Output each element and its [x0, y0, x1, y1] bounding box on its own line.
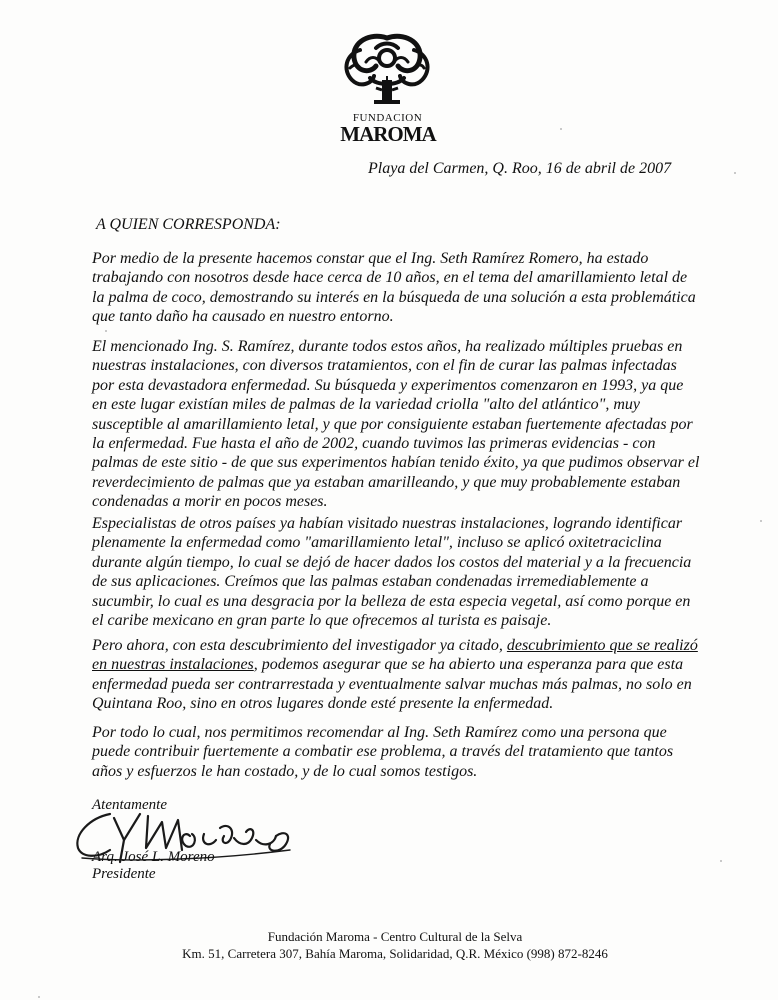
- paragraph-2: El mencionado Ing. S. Ramírez, durante todos estos años, ha realizado múltiples pruebas en nuestras instalaciones, con diversos tratamientos, con el fin de curar las palmas infectadas por esta devastadora enfermedad. Su búsqueda y experimentos comenzaron en 1993, ya que en este lugar existían miles de palmas de la variedad criolla "alto del atlántico", muy susceptible al amarillamiento letal, y que por consiguiente estaban fuertemente afectadas por la enfermedad. Fue hasta el año de 2002, cuando tuvimos las primeras evidencias - con palmas de este sitio - de que sus experimentos habían tenido éxito, ya que pudimos observar el reverdecimiento de palmas que ya estaban amarilleando, y que muy probablemente estaban condenadas a morir en pocos meses.: [92, 338, 700, 511]
- salutation: A QUIEN CORRESPONDA:: [96, 216, 281, 233]
- closing: Atentamente: [92, 797, 167, 813]
- scan-speck: [105, 330, 107, 332]
- paragraph-4-end: , podemos asegurar que se ha abierto una esperanza para que esta enfermedad pueda ser contrarrestada y eventualmente salvar muchas más palmas, no solo en Quintana Roo, sino en otros lugares donde esté presente la enfermedad.: [92, 656, 692, 713]
- paragraph-1: Por medio de la presente hacemos constar que el Ing. Seth Ramírez Romero, ha estado trabajando con nosotros desde hace cerca de 10 años, en el tema del amarillamiento letal de la palma de coco, demostrando su interés en la búsqueda de una solución a esta problemática que tanto daño ha causado en nuestro entorno.: [92, 250, 696, 326]
- scan-speck: [734, 172, 736, 174]
- scan-speck: [720, 860, 722, 862]
- scan-speck: [760, 520, 762, 522]
- paragraph-3: Especialistas de otros países ya habían visitado nuestras instalaciones, logrando identificar plenamente la enfermedad como "amarillamiento letal", incluso se aplicó oxitetraciclina durante algún tiempo, lo cual se dejó de hacer dados los costos del material y a la frecuencia de sus aplicaciones. Creímos que las palmas estaban condenadas irremediablemente a sucumbir, lo cual es una desgracia por la belleza de esta especia vegetal, así como porque en el caribe mexicano en gran parte lo que ofrecemos al turista es paisaje.: [92, 515, 692, 630]
- scan-speck: [38, 996, 40, 998]
- logo-wordmark: MAROMA: [340, 122, 436, 146]
- paragraph-5: Por todo lo cual, nos permitimos recomendar al Ing. Seth Ramírez como una persona que puede contribuir fuertemente a combatir ese problema, a través del tratamiento que tantos años y esfuerzos le han costado, y de lo cual somos testigos.: [92, 724, 674, 780]
- paragraph-4: [92, 636, 702, 714]
- paragraph-4-underlined: descubrimiento que se realizó en nuestras instalaciones: [92, 637, 698, 674]
- dateline: Playa del Carmen, Q. Roo, 16 de abril de 2007: [368, 160, 672, 177]
- tree-logo-icon: [330, 28, 445, 118]
- fundacion-maroma-logo: [330, 28, 445, 146]
- paragraph-4-start: Pero ahora, con esta descubrimiento del investigador ya citado,: [92, 637, 507, 654]
- footer-organization: Fundación Maroma - Centro Cultural de la Selva: [267, 929, 523, 944]
- signer-title: Presidente: [92, 866, 156, 882]
- scan-speck: [560, 128, 562, 130]
- signer-name: Arq. José L. Moreno: [92, 849, 215, 865]
- logo-top-text: FUNDACION: [352, 112, 423, 124]
- footer-address: Km. 51, Carretera 307, Bahía Maroma, Solidaridad, Q.R. México (998) 872-8246: [182, 946, 608, 961]
